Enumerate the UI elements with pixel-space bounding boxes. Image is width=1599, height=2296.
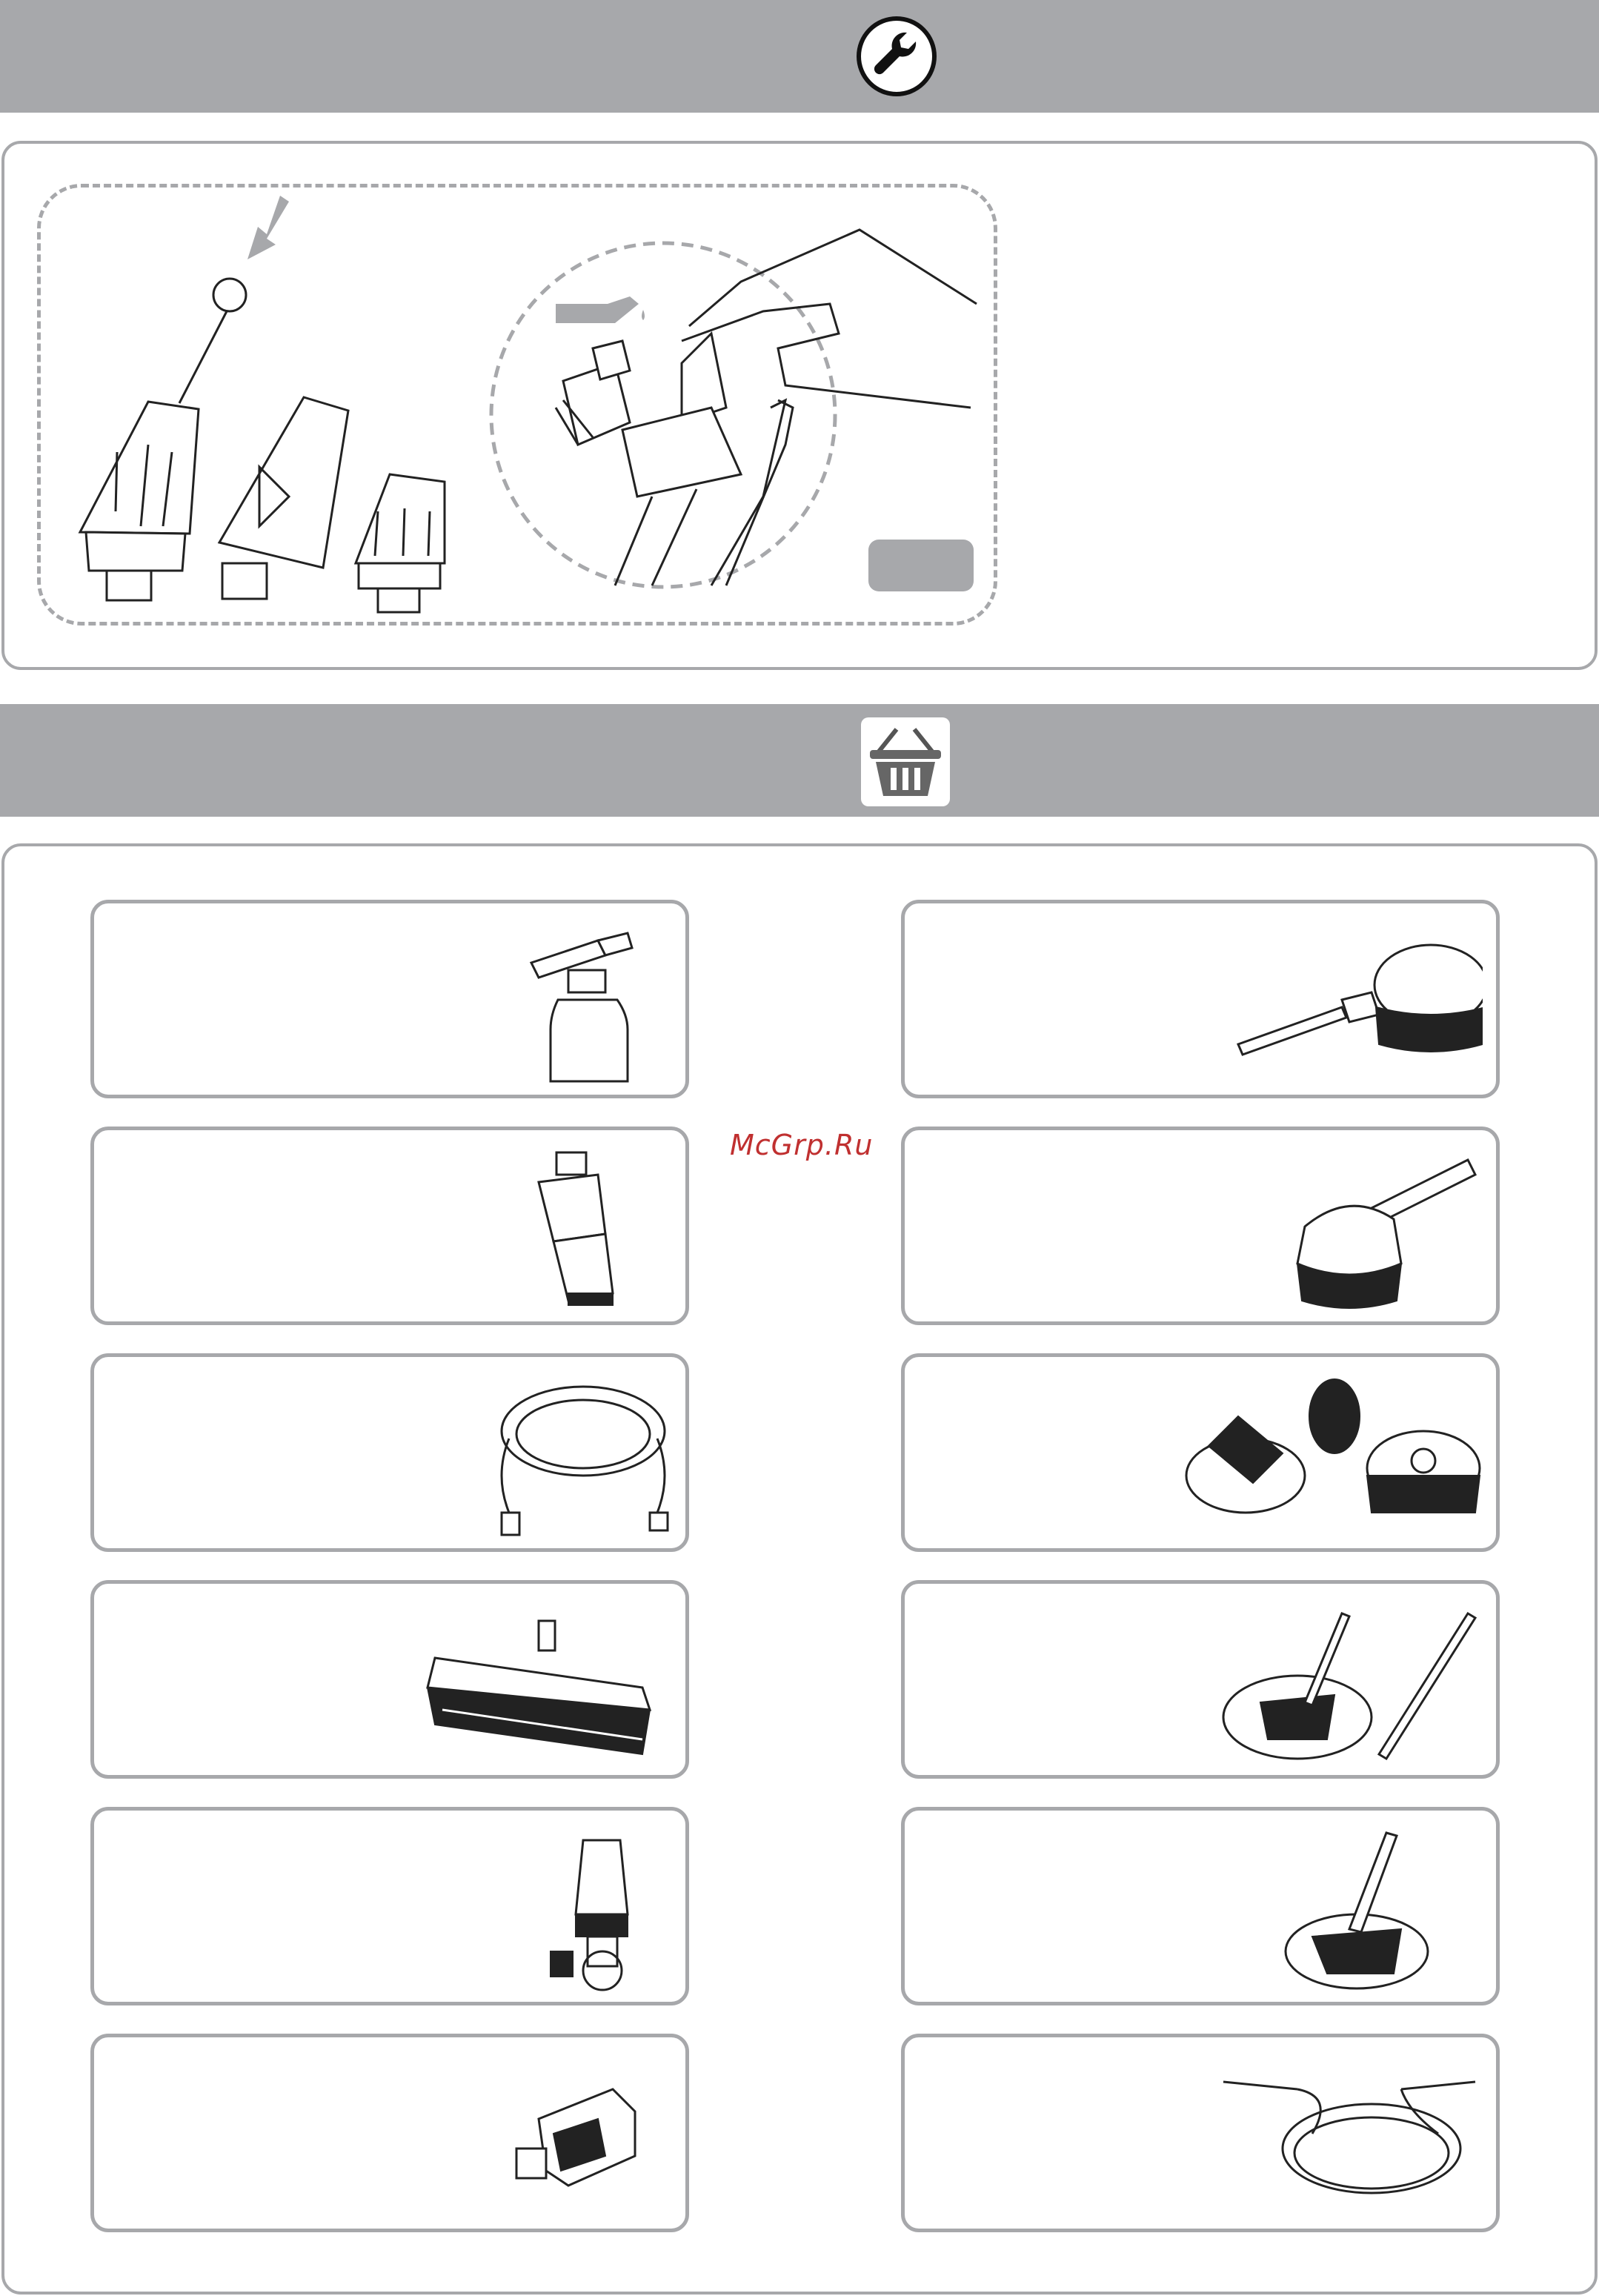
rotating-wash-brush-icon [1275,1145,1483,1315]
wash-brush-icon [420,1606,672,1762]
hose-connector-icon [509,2060,657,2215]
maintenance-header-band [0,0,1599,113]
accessory-card-patio-cleaner[interactable] [901,1807,1500,2005]
nozzle-cap-icon [356,474,445,612]
accessory-card-rotating-wash-brush[interactable] [901,1127,1500,1325]
accessory-card-wash-brush[interactable] [90,1580,689,1779]
foam-bottle-icon [524,918,672,1089]
arrow-down-icon [247,196,289,259]
accessory-card-rotating-nozzle[interactable] [90,1807,689,2005]
grey-label-badge [868,540,974,591]
wrench-icon [855,15,938,98]
oil-can-icon [556,296,645,323]
shopping-basket-icon [860,716,951,808]
maintenance-illustration [44,185,1000,623]
lance-tip-icon [219,397,348,599]
accessory-card-patio-cleaner-extension[interactable] [901,1580,1500,1779]
watermark-text: McGrp.Ru [730,1129,874,1161]
water-filter-icon [502,1145,650,1315]
garden-hose-icon [479,1372,672,1542]
accessory-card-high-pressure-hose[interactable] [901,2034,1500,2232]
accessory-card-hose-connector[interactable] [90,2034,689,2232]
cleaning-needle-icon [213,279,246,311]
rotating-nozzle-icon [539,1825,672,1996]
quick-connector-icon [556,341,630,445]
accessory-card-water-filter[interactable] [90,1127,689,1325]
accessory-card-foam-bottle[interactable] [90,900,689,1098]
rotary-brush-icon [1231,933,1483,1081]
patio-cleaner-icon [1275,1818,1483,1996]
accessory-card-brush-heads[interactable] [901,1353,1500,1552]
high-pressure-hose-icon [1216,2067,1483,2215]
hand-icon [615,230,977,585]
accessory-card-garden-hose[interactable] [90,1353,689,1552]
nozzle-icon [80,402,199,600]
accessory-card-rotary-brush[interactable] [901,900,1500,1098]
patio-cleaner-extension-icon [1216,1599,1483,1769]
brush-heads-icon [1179,1372,1483,1542]
accessories-header-band [0,704,1599,817]
